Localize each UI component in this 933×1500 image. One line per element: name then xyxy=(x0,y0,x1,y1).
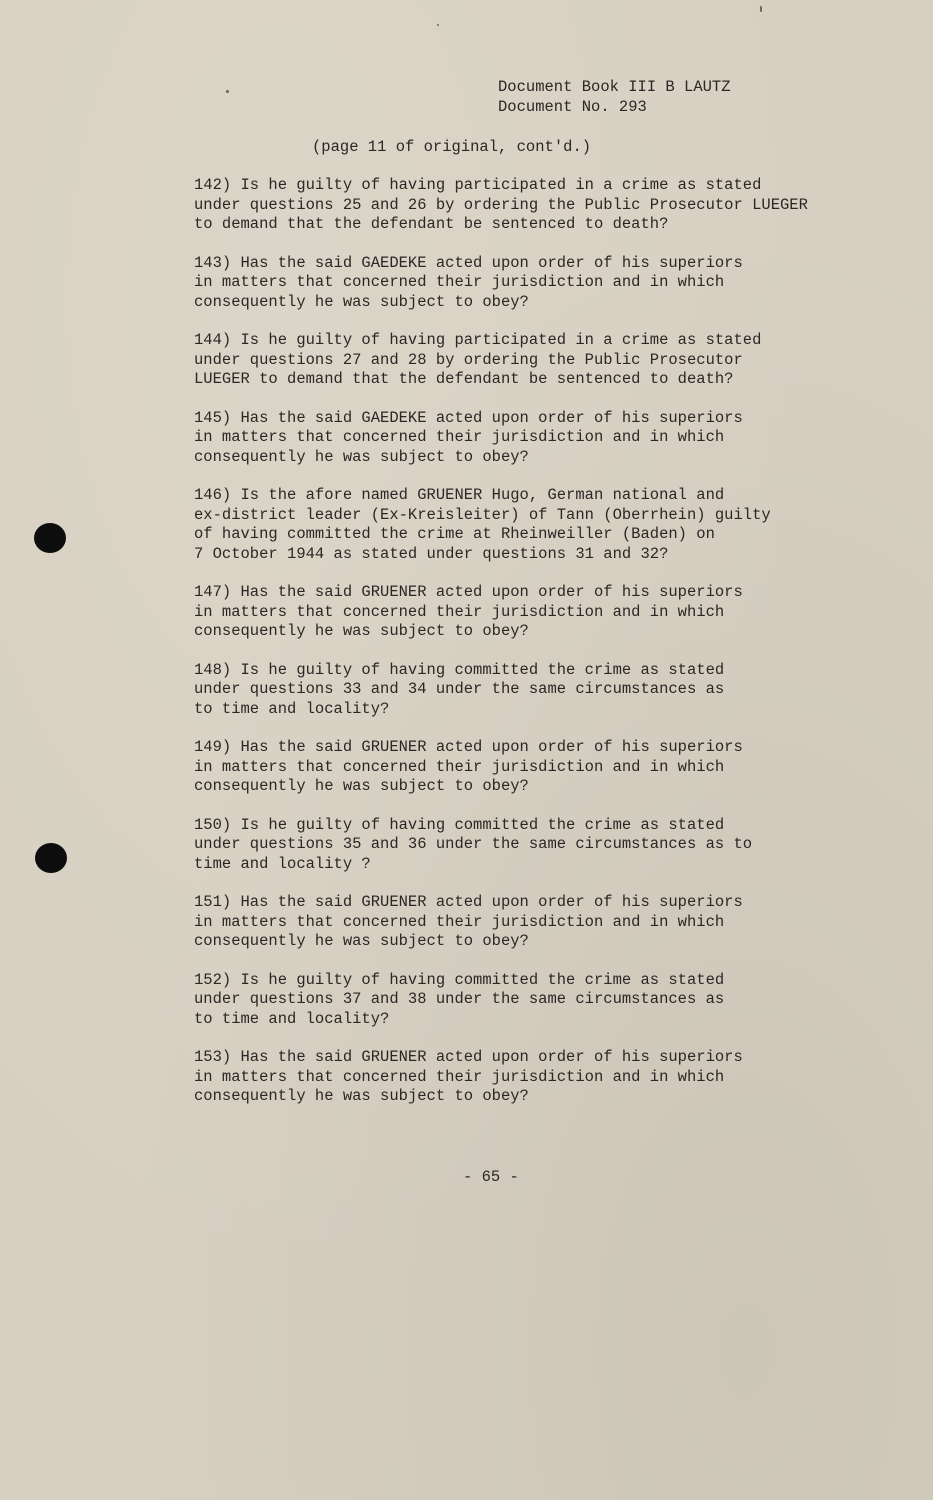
document-number-line: Document No. 293 xyxy=(498,97,647,116)
page-number: - 65 - xyxy=(463,1168,519,1186)
question-line: 7 October 1944 as stated under questions 31 and 32? xyxy=(194,544,669,563)
question-line: under questions 33 and 34 under the same circumstances as xyxy=(194,680,725,698)
question-item xyxy=(194,816,844,875)
question-line: 148) Is he guilty of having committed the crime as stated xyxy=(194,660,725,679)
question-line: 150) Is he guilty of having committed the crime as stated xyxy=(194,815,725,834)
question-line: in matters that concerned their jurisdiction and in which xyxy=(194,273,725,291)
question-line: 146) Is the afore named GRUENER Hugo, German national and xyxy=(194,486,725,504)
question-item xyxy=(194,409,844,468)
question-item xyxy=(194,254,844,313)
question-line: consequently he was subject to obey? xyxy=(194,622,529,640)
question-item xyxy=(194,661,844,720)
question-line: under questions 27 and 28 by ordering the Public Prosecutor xyxy=(194,350,743,369)
question-line: under questions 25 and 26 by ordering the Public Prosecutor LUEGER xyxy=(194,195,808,214)
question-item xyxy=(194,583,844,642)
question-line: time and locality ? xyxy=(194,854,371,873)
question-line: in matters that concerned their jurisdiction and in which xyxy=(194,602,725,621)
paper-speck xyxy=(760,6,762,12)
document-book-line: Document Book III B LAUTZ xyxy=(498,78,731,96)
question-line: 147) Has the said GRUENER acted upon order of his superiors xyxy=(194,583,743,601)
question-line: to demand that the defendant be sentenced to death? xyxy=(194,215,669,233)
paper-speck xyxy=(226,90,229,93)
question-line: of having committed the crime at Rheinweiller (Baden) on xyxy=(194,525,715,543)
question-line: to time and locality? xyxy=(194,699,390,718)
question-line: 149) Has the said GRUENER acted upon order of his superiors xyxy=(194,738,743,756)
question-item xyxy=(194,738,844,797)
question-item xyxy=(194,1048,844,1107)
question-line: ex-district leader (Ex-Kreisleiter) of Tann (Oberrhein) guilty xyxy=(194,505,771,524)
question-line: under questions 35 and 36 under the same circumstances as to xyxy=(194,835,753,853)
question-line: consequently he was subject to obey? xyxy=(194,1087,529,1105)
question-line: consequently he was subject to obey? xyxy=(194,777,529,795)
question-line: under questions 37 and 38 under the same circumstances as xyxy=(194,990,725,1008)
question-item xyxy=(194,176,844,235)
punch-hole-bottom xyxy=(35,843,67,873)
question-line: consequently he was subject to obey? xyxy=(194,292,529,311)
paper-speck xyxy=(437,24,439,26)
continued-note: (page 11 of original, cont'd.) xyxy=(312,138,592,156)
document-header xyxy=(498,78,798,117)
question-line: in matters that concerned their jurisdiction and in which xyxy=(194,912,725,931)
question-line: in matters that concerned their jurisdiction and in which xyxy=(194,757,725,776)
question-item xyxy=(194,486,844,564)
question-item xyxy=(194,331,844,390)
question-line: 143) Has the said GAEDEKE acted upon order of his superiors xyxy=(194,253,743,272)
question-item xyxy=(194,971,844,1030)
question-line: 142) Is he guilty of having participated in a crime as stated xyxy=(194,176,762,194)
question-line: in matters that concerned their jurisdiction and in which xyxy=(194,428,725,446)
question-list xyxy=(194,176,844,1126)
question-line: 144) Is he guilty of having participated in a crime as stated xyxy=(194,331,762,349)
question-line: LUEGER to demand that the defendant be sentenced to death? xyxy=(194,370,734,388)
question-line: consequently he was subject to obey? xyxy=(194,447,529,466)
question-line: to time and locality? xyxy=(194,1009,390,1028)
question-item xyxy=(194,893,844,952)
punch-hole-top xyxy=(34,523,66,553)
question-line: 145) Has the said GAEDEKE acted upon order of his superiors xyxy=(194,408,743,427)
question-line: 152) Is he guilty of having committed the crime as stated xyxy=(194,970,725,989)
question-line: consequently he was subject to obey? xyxy=(194,932,529,950)
question-line: 151) Has the said GRUENER acted upon order of his superiors xyxy=(194,893,743,911)
question-line: 153) Has the said GRUENER acted upon order of his superiors xyxy=(194,1048,743,1066)
question-line: in matters that concerned their jurisdiction and in which xyxy=(194,1067,725,1086)
